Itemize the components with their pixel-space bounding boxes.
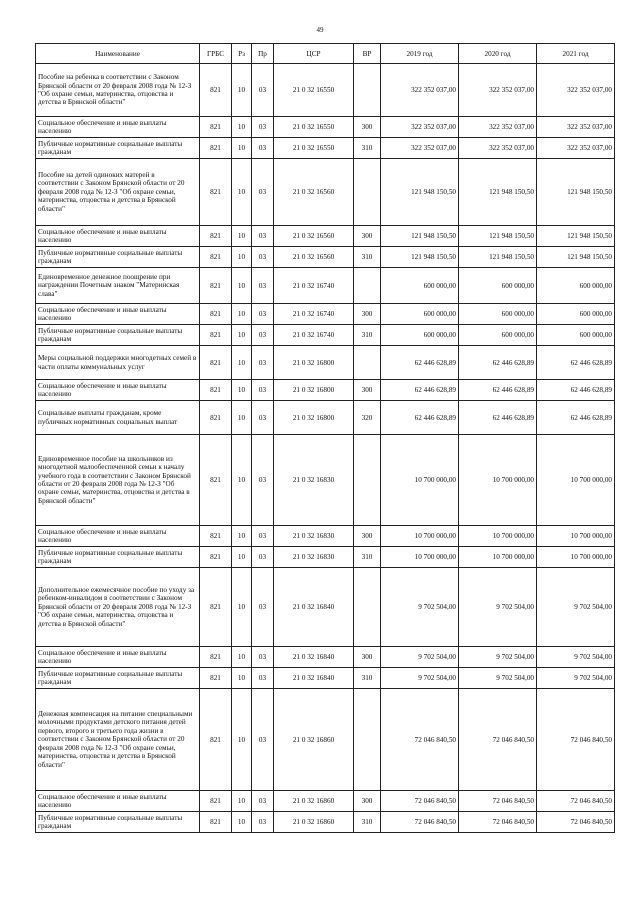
cell-name: Публичные нормативные социальные выплаты гражданам — [36, 138, 200, 159]
cell-2020: 600 000,00 — [459, 325, 537, 346]
cell-rz: 10 — [232, 380, 252, 401]
cell-grbs: 821 — [200, 268, 232, 304]
cell-grbs: 821 — [200, 647, 232, 668]
table-row — [36, 689, 615, 791]
cell-csr: 21 0 32 16840 — [274, 668, 354, 689]
cell-grbs: 821 — [200, 791, 232, 812]
cell-2019: 121 948 150,50 — [381, 159, 459, 226]
cell-name: Меры социальной поддержки многодетных семей в части оплаты коммунальных услуг — [36, 346, 200, 380]
cell-vr: 300 — [354, 380, 381, 401]
header-csr: ЦСР — [274, 44, 354, 64]
cell-csr: 21 0 32 16860 — [274, 689, 354, 791]
cell-2019: 600 000,00 — [381, 268, 459, 304]
cell-2020: 62 446 628,89 — [459, 380, 537, 401]
cell-vr: 310 — [354, 668, 381, 689]
cell-csr: 21 0 32 16560 — [274, 159, 354, 226]
cell-grbs: 821 — [200, 689, 232, 791]
cell-2020: 322 352 037,00 — [459, 138, 537, 159]
cell-2021: 600 000,00 — [537, 325, 615, 346]
cell-csr: 21 0 32 16550 — [274, 138, 354, 159]
cell-grbs: 821 — [200, 138, 232, 159]
cell-pr: 03 — [252, 117, 274, 138]
cell-pr: 03 — [252, 791, 274, 812]
cell-vr: 320 — [354, 401, 381, 435]
cell-2020: 121 948 150,50 — [459, 159, 537, 226]
table-row — [36, 668, 615, 689]
table-row — [36, 435, 615, 526]
cell-rz: 10 — [232, 304, 252, 325]
cell-2020: 72 046 840,50 — [459, 791, 537, 812]
table-row — [36, 247, 615, 268]
cell-2021: 322 352 037,00 — [537, 117, 615, 138]
cell-2019: 121 948 150,50 — [381, 226, 459, 247]
cell-2021: 10 700 000,00 — [537, 547, 615, 568]
cell-csr: 21 0 32 16560 — [274, 226, 354, 247]
cell-2021: 62 446 628,89 — [537, 380, 615, 401]
cell-pr: 03 — [252, 138, 274, 159]
table-row — [36, 812, 615, 833]
cell-grbs: 821 — [200, 159, 232, 226]
cell-vr: 310 — [354, 138, 381, 159]
cell-pr: 03 — [252, 64, 274, 117]
cell-csr: 21 0 32 16830 — [274, 547, 354, 568]
cell-rz: 10 — [232, 346, 252, 380]
cell-2020: 10 700 000,00 — [459, 547, 537, 568]
cell-pr: 03 — [252, 526, 274, 547]
cell-rz: 10 — [232, 247, 252, 268]
cell-2019: 322 352 037,00 — [381, 117, 459, 138]
table-row — [36, 64, 615, 117]
cell-vr: 300 — [354, 791, 381, 812]
cell-name: Публичные нормативные социальные выплаты гражданам — [36, 547, 200, 568]
cell-grbs: 821 — [200, 346, 232, 380]
cell-2021: 322 352 037,00 — [537, 138, 615, 159]
cell-2021: 121 948 150,50 — [537, 247, 615, 268]
cell-pr: 03 — [252, 325, 274, 346]
cell-csr: 21 0 32 16860 — [274, 812, 354, 833]
cell-vr: 300 — [354, 647, 381, 668]
cell-2020: 72 046 840,50 — [459, 689, 537, 791]
cell-2020: 10 700 000,00 — [459, 526, 537, 547]
cell-2021: 72 046 840,50 — [537, 791, 615, 812]
cell-2019: 10 700 000,00 — [381, 547, 459, 568]
cell-csr: 21 0 32 16830 — [274, 435, 354, 526]
cell-2021: 62 446 628,89 — [537, 401, 615, 435]
cell-2020: 62 446 628,89 — [459, 346, 537, 380]
cell-grbs: 821 — [200, 547, 232, 568]
table-row — [36, 226, 615, 247]
cell-2019: 10 700 000,00 — [381, 526, 459, 547]
header-grbs: ГРБС — [200, 44, 232, 64]
cell-vr — [354, 435, 381, 526]
cell-2020: 9 702 504,00 — [459, 568, 537, 647]
cell-pr: 03 — [252, 346, 274, 380]
cell-vr: 300 — [354, 226, 381, 247]
table-row — [36, 159, 615, 226]
cell-rz: 10 — [232, 689, 252, 791]
cell-pr: 03 — [252, 689, 274, 791]
cell-pr: 03 — [252, 547, 274, 568]
table-header-row — [36, 44, 615, 64]
table-row — [36, 325, 615, 346]
cell-vr: 310 — [354, 812, 381, 833]
cell-2020: 9 702 504,00 — [459, 647, 537, 668]
cell-grbs: 821 — [200, 325, 232, 346]
cell-2020: 600 000,00 — [459, 268, 537, 304]
cell-name: Социальное обеспечение и иные выплаты населению — [36, 304, 200, 325]
cell-name: Социальное обеспечение и иные выплаты населению — [36, 226, 200, 247]
cell-2019: 72 046 840,50 — [381, 689, 459, 791]
cell-2020: 62 446 628,89 — [459, 401, 537, 435]
cell-rz: 10 — [232, 647, 252, 668]
cell-grbs: 821 — [200, 568, 232, 647]
cell-grbs: 821 — [200, 304, 232, 325]
cell-2019: 62 446 628,89 — [381, 380, 459, 401]
table-row — [36, 791, 615, 812]
cell-pr: 03 — [252, 304, 274, 325]
cell-2019: 72 046 840,50 — [381, 791, 459, 812]
header-2019: 2019 год — [381, 44, 459, 64]
cell-2019: 600 000,00 — [381, 304, 459, 325]
cell-grbs: 821 — [200, 668, 232, 689]
table-row — [36, 346, 615, 380]
cell-csr: 21 0 32 16740 — [274, 304, 354, 325]
cell-vr: 300 — [354, 304, 381, 325]
cell-2021: 62 446 628,89 — [537, 346, 615, 380]
cell-pr: 03 — [252, 268, 274, 304]
cell-vr — [354, 268, 381, 304]
cell-rz: 10 — [232, 268, 252, 304]
table-row — [36, 138, 615, 159]
cell-csr: 21 0 32 16800 — [274, 380, 354, 401]
cell-rz: 10 — [232, 325, 252, 346]
cell-2020: 72 046 840,50 — [459, 812, 537, 833]
cell-csr: 21 0 32 16560 — [274, 247, 354, 268]
cell-csr: 21 0 32 16830 — [274, 526, 354, 547]
cell-grbs: 821 — [200, 64, 232, 117]
cell-rz: 10 — [232, 159, 252, 226]
table-row — [36, 647, 615, 668]
table-row — [36, 304, 615, 325]
cell-rz: 10 — [232, 526, 252, 547]
cell-2021: 10 700 000,00 — [537, 526, 615, 547]
cell-2021: 121 948 150,50 — [537, 159, 615, 226]
cell-name: Социальное обеспечение и иные выплаты населению — [36, 117, 200, 138]
cell-rz: 10 — [232, 64, 252, 117]
cell-2019: 600 000,00 — [381, 325, 459, 346]
cell-csr: 21 0 32 16800 — [274, 346, 354, 380]
cell-rz: 10 — [232, 117, 252, 138]
cell-2019: 10 700 000,00 — [381, 435, 459, 526]
cell-csr: 21 0 32 16840 — [274, 647, 354, 668]
cell-2021: 9 702 504,00 — [537, 568, 615, 647]
cell-2021: 121 948 150,50 — [537, 226, 615, 247]
cell-rz: 10 — [232, 226, 252, 247]
cell-vr — [354, 346, 381, 380]
cell-name: Публичные нормативные социальные выплаты гражданам — [36, 247, 200, 268]
header-vr: ВР — [354, 44, 381, 64]
cell-name: Социальное обеспечение и иные выплаты населению — [36, 791, 200, 812]
cell-csr: 21 0 32 16800 — [274, 401, 354, 435]
cell-grbs: 821 — [200, 401, 232, 435]
cell-rz: 10 — [232, 668, 252, 689]
cell-vr — [354, 64, 381, 117]
cell-pr: 03 — [252, 247, 274, 268]
cell-grbs: 821 — [200, 117, 232, 138]
cell-vr: 310 — [354, 547, 381, 568]
cell-vr: 300 — [354, 526, 381, 547]
cell-rz: 10 — [232, 435, 252, 526]
header-2021: 2021 год — [537, 44, 615, 64]
cell-2019: 72 046 840,50 — [381, 812, 459, 833]
cell-rz: 10 — [232, 138, 252, 159]
cell-2020: 10 700 000,00 — [459, 435, 537, 526]
cell-2021: 322 352 037,00 — [537, 64, 615, 117]
cell-vr — [354, 159, 381, 226]
cell-name: Пособие на ребенка в соответствии с Законом Брянской области от 20 февраля 2008 года № 12-З "Об охране семьи, материнства, отцовства и детства в Брянской области" — [36, 64, 200, 117]
cell-2019: 9 702 504,00 — [381, 668, 459, 689]
header-pr: Пр — [252, 44, 274, 64]
cell-pr: 03 — [252, 647, 274, 668]
cell-csr: 21 0 32 16550 — [274, 117, 354, 138]
cell-grbs: 821 — [200, 226, 232, 247]
cell-name: Единовременное пособие на школьников из многодетной малообеспеченной семьи к началу учебного года в соответствии с Законом Брянской области от 20 февраля 2008 года № 12-З "Об охране семьи, материнства, отцовства и детства в Брянской области" — [36, 435, 200, 526]
cell-pr: 03 — [252, 668, 274, 689]
cell-2021: 9 702 504,00 — [537, 668, 615, 689]
cell-rz: 10 — [232, 401, 252, 435]
cell-2019: 322 352 037,00 — [381, 64, 459, 117]
cell-vr: 310 — [354, 325, 381, 346]
table-row — [36, 568, 615, 647]
cell-pr: 03 — [252, 401, 274, 435]
cell-2021: 600 000,00 — [537, 268, 615, 304]
header-name: Наименование — [36, 44, 200, 64]
cell-2019: 62 446 628,89 — [381, 346, 459, 380]
cell-name: Денежная компенсация на питание специальными молочными продуктами детского питания детей первого, второго и третьего года жизни в соответствии с Законом Брянской области от 20 февраля 2008 года № 12-З "Об охране семьи, материнства, отцовства и детства в Брянской области" — [36, 689, 200, 791]
cell-vr: 300 — [354, 117, 381, 138]
cell-pr: 03 — [252, 159, 274, 226]
table-row — [36, 547, 615, 568]
cell-rz: 10 — [232, 812, 252, 833]
table-row — [36, 526, 615, 547]
cell-2020: 322 352 037,00 — [459, 64, 537, 117]
cell-2021: 72 046 840,50 — [537, 812, 615, 833]
header-rz: Рз — [232, 44, 252, 64]
cell-name: Социальные выплаты гражданам, кроме публичных нормативных социальных выплат — [36, 401, 200, 435]
cell-2019: 62 446 628,89 — [381, 401, 459, 435]
cell-pr: 03 — [252, 435, 274, 526]
cell-2021: 9 702 504,00 — [537, 647, 615, 668]
cell-name: Социальное обеспечение и иные выплаты населению — [36, 647, 200, 668]
cell-name: Пособие на детей одиноких матерей в соответствии с Законом Брянской области от 20 февраля 2008 года № 12-З "Об охране семьи, материнства, отцовства и детства в Брянской области" — [36, 159, 200, 226]
page-number: 49 — [316, 26, 324, 34]
cell-2019: 9 702 504,00 — [381, 647, 459, 668]
cell-2020: 9 702 504,00 — [459, 668, 537, 689]
cell-grbs: 821 — [200, 812, 232, 833]
cell-csr: 21 0 32 16740 — [274, 325, 354, 346]
table-row — [36, 401, 615, 435]
cell-pr: 03 — [252, 568, 274, 647]
cell-rz: 10 — [232, 547, 252, 568]
cell-grbs: 821 — [200, 380, 232, 401]
cell-2019: 9 702 504,00 — [381, 568, 459, 647]
cell-pr: 03 — [252, 380, 274, 401]
cell-2021: 72 046 840,50 — [537, 689, 615, 791]
cell-rz: 10 — [232, 791, 252, 812]
cell-pr: 03 — [252, 226, 274, 247]
cell-2021: 600 000,00 — [537, 304, 615, 325]
cell-2020: 121 948 150,50 — [459, 247, 537, 268]
cell-vr — [354, 568, 381, 647]
cell-name: Социальное обеспечение и иные выплаты населению — [36, 526, 200, 547]
cell-2020: 600 000,00 — [459, 304, 537, 325]
cell-csr: 21 0 32 16840 — [274, 568, 354, 647]
cell-grbs: 821 — [200, 247, 232, 268]
cell-2019: 322 352 037,00 — [381, 138, 459, 159]
cell-name: Социальное обеспечение и иные выплаты населению — [36, 380, 200, 401]
cell-vr — [354, 689, 381, 791]
cell-pr: 03 — [252, 812, 274, 833]
cell-name: Публичные нормативные социальные выплаты гражданам — [36, 668, 200, 689]
cell-grbs: 821 — [200, 435, 232, 526]
budget-table — [35, 43, 615, 833]
cell-csr: 21 0 32 16550 — [274, 64, 354, 117]
cell-name: Публичные нормативные социальные выплаты гражданам — [36, 812, 200, 833]
cell-csr: 21 0 32 16860 — [274, 791, 354, 812]
cell-2019: 121 948 150,50 — [381, 247, 459, 268]
cell-2021: 10 700 000,00 — [537, 435, 615, 526]
cell-2020: 322 352 037,00 — [459, 117, 537, 138]
table-row — [36, 268, 615, 304]
cell-2020: 121 948 150,50 — [459, 226, 537, 247]
cell-name: Дополнительное ежемесячное пособие по уходу за ребенком-инвалидом в соответствии с Законом Брянской области от 20 февраля 2008 года № 12-З "Об охране семьи, материнства, отцовства и детства в Брянской области" — [36, 568, 200, 647]
cell-rz: 10 — [232, 568, 252, 647]
cell-vr: 310 — [354, 247, 381, 268]
table-row — [36, 117, 615, 138]
cell-name: Публичные нормативные социальные выплаты гражданам — [36, 325, 200, 346]
cell-grbs: 821 — [200, 526, 232, 547]
table-row — [36, 380, 615, 401]
header-2020: 2020 год — [459, 44, 537, 64]
cell-name: Единовременное денежное поощрение при награждении Почетным знаком "Материнская слава" — [36, 268, 200, 304]
cell-csr: 21 0 32 16740 — [274, 268, 354, 304]
